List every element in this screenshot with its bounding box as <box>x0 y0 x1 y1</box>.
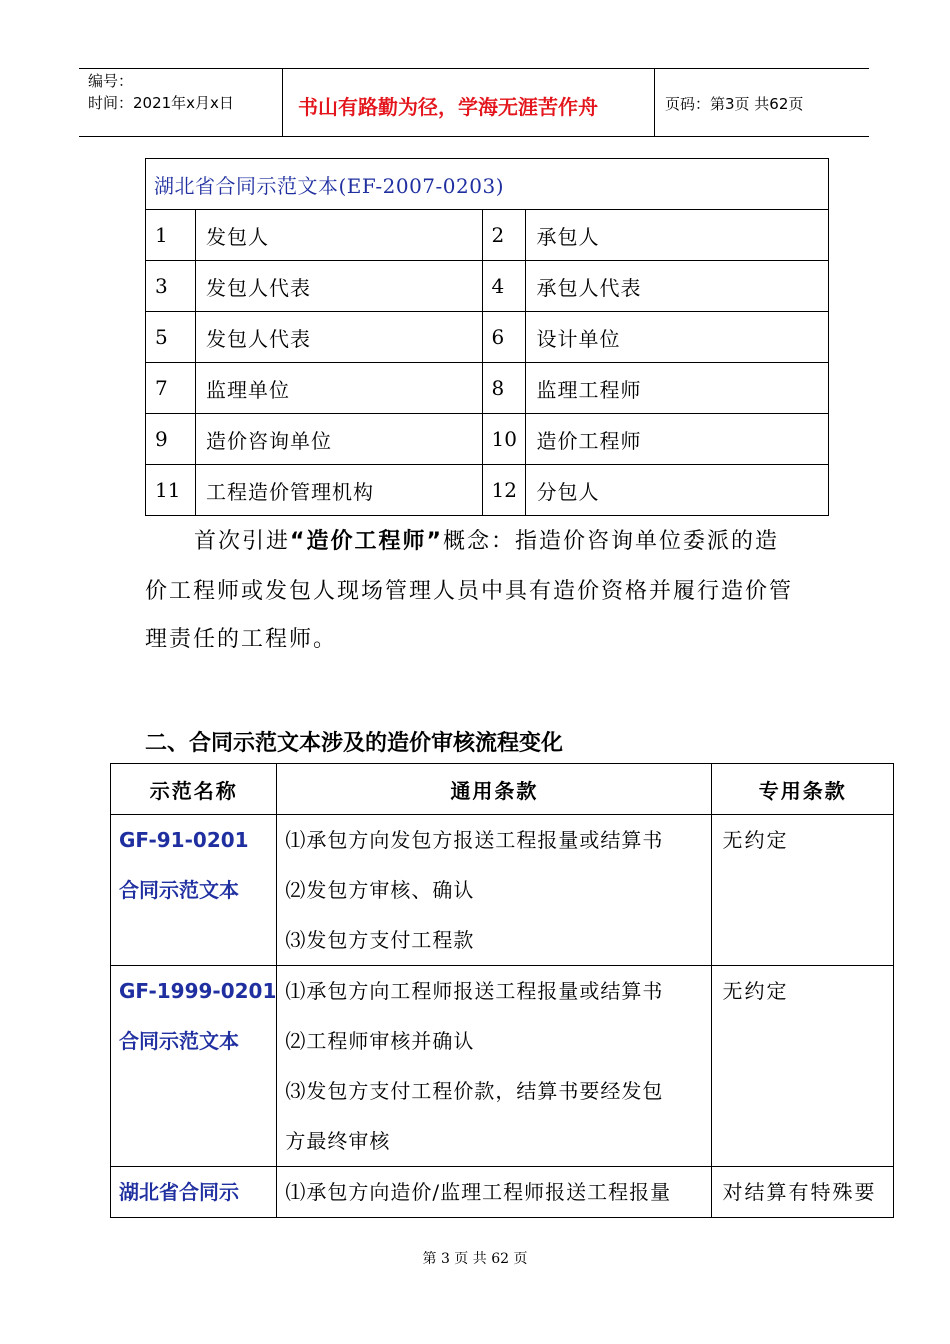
special-terms-cell <box>712 966 894 1167</box>
table-row <box>146 210 829 261</box>
role-number: 4 <box>482 261 526 312</box>
process-step: ⑴承包方向工程师报送工程报量或结算书 <box>285 979 664 1003</box>
process-step: ⑶发包方支付工程价款，结算书要经发包 <box>285 1079 664 1103</box>
role-number: 6 <box>482 312 526 363</box>
definition-paragraph-line-2: 价工程师或发包人现场管理人员中具有造价资格并履行造价管 <box>145 579 794 604</box>
role-name: 造价工程师 <box>526 414 829 465</box>
column-header-general-terms: 通用条款 <box>277 764 712 815</box>
role-number: 8 <box>482 363 526 414</box>
role-name: 发包人代表 <box>195 312 482 363</box>
table-row <box>146 465 829 516</box>
special-term-text: 无约定 <box>722 979 789 1003</box>
role-name: 承包人 <box>526 210 829 261</box>
role-number: 5 <box>146 312 196 363</box>
highlighted-term: “造价工程师” <box>290 529 443 554</box>
role-number: 2 <box>482 210 526 261</box>
template-name-cell <box>111 1167 277 1218</box>
table-row <box>146 312 829 363</box>
template-code: GF-1999-0201 <box>119 979 277 1003</box>
role-name: 工程造价管理机构 <box>195 465 482 516</box>
role-number: 12 <box>482 465 526 516</box>
general-terms-cell <box>277 1167 712 1218</box>
table-row <box>146 261 829 312</box>
page-indicator: 页码：第3页 共62页 <box>665 95 804 113</box>
template-name-cell <box>111 815 277 966</box>
general-terms-cell <box>277 815 712 966</box>
column-header-template-name: 示范名称 <box>111 764 277 815</box>
table-row <box>146 363 829 414</box>
template-code: GF-91-0201 <box>119 828 249 852</box>
role-number: 1 <box>146 210 196 261</box>
role-name: 造价咨询单位 <box>195 414 482 465</box>
header-bottom-rule <box>79 136 869 137</box>
header-top-rule <box>79 68 869 69</box>
table-row <box>111 815 894 966</box>
process-step: ⑶发包方支付工程款 <box>285 928 475 952</box>
process-step: ⑵工程师审核并确认 <box>285 1029 475 1053</box>
table-row <box>111 1167 894 1218</box>
special-term-text: 无约定 <box>722 828 789 852</box>
role-name: 发包人 <box>195 210 482 261</box>
contract-roles-table <box>145 158 829 516</box>
process-step: ⑵发包方审核、确认 <box>285 878 475 902</box>
document-number-label: 编号： <box>88 72 134 90</box>
definition-paragraph-line-1 <box>194 518 779 566</box>
special-terms-cell <box>712 1167 894 1218</box>
contract-template-title: 湖北省合同示范文本(EF-2007-0203) <box>146 159 829 210</box>
table-header-row <box>111 764 894 815</box>
template-label: 湖北省合同示 <box>119 1180 239 1204</box>
general-terms-cell <box>277 966 712 1167</box>
template-name-cell <box>111 966 277 1167</box>
review-process-table <box>110 763 894 1218</box>
table-row <box>111 966 894 1167</box>
template-label: 合同示范文本 <box>119 1029 239 1053</box>
special-terms-cell <box>712 815 894 966</box>
column-header-special-terms: 专用条款 <box>712 764 894 815</box>
special-term-text: 对结算有特殊要 <box>722 1180 877 1204</box>
table-title-row <box>146 159 829 210</box>
table-row <box>146 414 829 465</box>
process-step: ⑴承包方向造价/监理工程师报送工程报量 <box>285 1180 672 1204</box>
role-name: 监理工程师 <box>526 363 829 414</box>
header-divider-left <box>282 69 283 137</box>
process-step: 方最终审核 <box>285 1129 391 1153</box>
paragraph-prefix: 首次引进 <box>194 529 291 554</box>
process-step: ⑴承包方向发包方报送工程报量或结算书 <box>285 828 664 852</box>
role-name: 分包人 <box>526 465 829 516</box>
page-footer: 第 3 页 共 62 页 <box>422 1251 528 1267</box>
role-name: 设计单位 <box>526 312 829 363</box>
role-name: 发包人代表 <box>195 261 482 312</box>
header-divider-right <box>654 69 655 137</box>
role-number: 10 <box>482 414 526 465</box>
role-number: 7 <box>146 363 196 414</box>
section-heading: 二、合同示范文本涉及的造价审核流程变化 <box>145 731 564 756</box>
template-label: 合同示范文本 <box>119 878 239 902</box>
role-name: 监理单位 <box>195 363 482 414</box>
document-date: 时间：2021年x月x日 <box>88 94 234 112</box>
paragraph-text: 概念：指造价咨询单位委派的造 <box>442 529 779 554</box>
role-number: 11 <box>146 465 196 516</box>
header-motto: 书山有路勤为径，学海无涯苦作舟 <box>298 95 598 119</box>
role-number: 9 <box>146 414 196 465</box>
role-number: 3 <box>146 261 196 312</box>
role-name: 承包人代表 <box>526 261 829 312</box>
definition-paragraph-line-3: 理责任的工程师。 <box>145 627 338 652</box>
